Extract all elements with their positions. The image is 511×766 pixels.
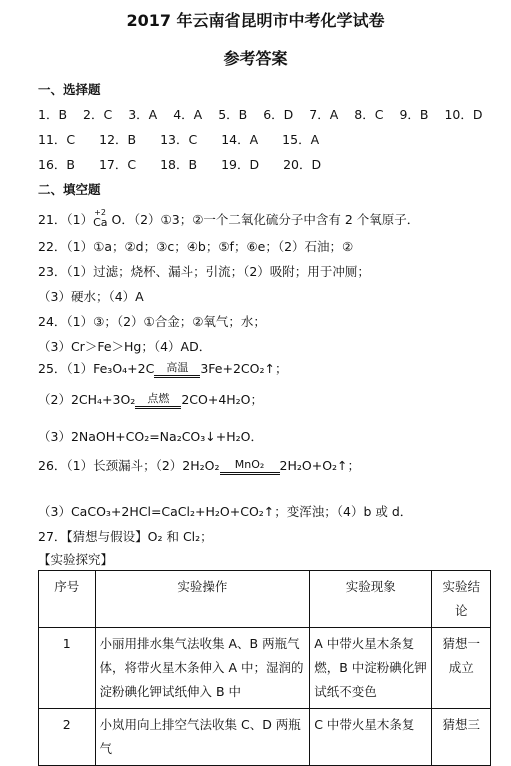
answer-25-3: （3）2NaOH+CO₂=Na₂CO₃↓+H₂O． bbox=[38, 429, 263, 444]
valence-notation bbox=[93, 208, 108, 229]
equation-rhs: 3Fe+2CO₂↑； bbox=[200, 361, 288, 376]
table-cell: 猜想一成立 bbox=[432, 628, 491, 709]
reaction-condition bbox=[154, 362, 200, 378]
condition-label: 点燃 bbox=[147, 391, 170, 405]
table-cell: C 中带火星木条复 bbox=[310, 709, 432, 766]
answer-25-2 bbox=[38, 390, 263, 409]
answer-23: 23．（1）过滤；烧杯、漏斗；引流；（2）吸附；用于冲厕； bbox=[38, 264, 370, 279]
answer-27: 27．【猜想与假设】O₂ 和 Cl₂； bbox=[38, 529, 213, 544]
answer-22: 22．（1）①a；②d；③c；④b；⑤f；⑥e；（2）石油；② bbox=[38, 239, 354, 254]
answer-21 bbox=[38, 210, 419, 228]
header-cell: 实验结论 bbox=[432, 571, 491, 628]
equation-lhs: 26．（1）长颈漏斗；（2）2H₂O₂ bbox=[38, 458, 220, 473]
reaction-condition bbox=[220, 459, 280, 475]
answer: 12．B bbox=[99, 132, 137, 147]
answer: 6．D bbox=[263, 107, 294, 122]
answer-24-cont: （3）Cr＞Fe＞Hg；（4）AD． bbox=[38, 339, 212, 354]
header-cell: 实验操作 bbox=[95, 571, 310, 628]
answer: 9．B bbox=[399, 107, 429, 122]
table-header-row bbox=[39, 571, 491, 628]
table-cell: 1 bbox=[39, 628, 96, 709]
table-cell: 猜想三 bbox=[432, 709, 491, 766]
answer: 14．A bbox=[221, 132, 259, 147]
condition-label: 高温 bbox=[166, 360, 189, 374]
condition-label: MnO₂ bbox=[234, 457, 265, 471]
answer-24: 24．（1）③；（2）①合金；②氧气；水； bbox=[38, 314, 266, 329]
table-cell: 小丽用排水集气法收集 A、B 两瓶气体，将带火星木条伸入 A 中；湿润的淀粉碘化钾试纸伸入 B 中 bbox=[95, 628, 310, 709]
answer: 5．B bbox=[218, 107, 248, 122]
answer: 20．D bbox=[283, 157, 322, 172]
answer-26 bbox=[38, 456, 360, 475]
answer-text: 21．（1） bbox=[38, 212, 94, 227]
answer: 16．B bbox=[38, 157, 75, 172]
explore-heading: 【实验探究】 bbox=[38, 552, 114, 567]
section-heading: 二、填空题 bbox=[38, 182, 101, 197]
answer: 4．A bbox=[173, 107, 203, 122]
answer-25-1 bbox=[38, 359, 287, 378]
table-row bbox=[39, 628, 491, 709]
experiment-table bbox=[38, 570, 491, 766]
valence-value: +2 bbox=[94, 208, 106, 217]
table-row bbox=[39, 709, 491, 766]
answer-26-cont: （3）CaCO₃+2HCl=CaCl₂+H₂O+CO₂↑；变浑浊；（4）b 或 d． bbox=[38, 504, 413, 519]
table-cell: 2 bbox=[39, 709, 96, 766]
mc-row bbox=[38, 105, 495, 123]
answer: 17．C bbox=[98, 157, 137, 172]
element-symbol: Ca bbox=[93, 216, 108, 229]
header-cell: 实验现象 bbox=[310, 571, 432, 628]
answer: 8．C bbox=[354, 107, 384, 122]
section-heading: 一、选择题 bbox=[38, 82, 101, 97]
answer: 1．B bbox=[38, 107, 68, 122]
equation-lhs: 25．（1）Fe₃O₄+2C bbox=[38, 361, 155, 376]
equation-rhs: 2H₂O+O₂↑； bbox=[279, 458, 361, 473]
equation-rhs: 2CO+4H₂O； bbox=[181, 392, 264, 407]
reaction-condition bbox=[135, 393, 181, 409]
answer-23-cont: （3）硬水；（4）A bbox=[38, 289, 144, 304]
answer-text: O．（2）①3；②一个二氧化硫分子中含有 2 个氧原子． bbox=[107, 212, 420, 227]
answer: 7．A bbox=[309, 107, 339, 122]
answer: 10．D bbox=[444, 107, 483, 122]
answer: 15．A bbox=[282, 132, 320, 147]
answer: 18．B bbox=[160, 157, 198, 172]
answer: 11．C bbox=[38, 132, 76, 147]
mc-row bbox=[38, 130, 339, 148]
answer: 3．A bbox=[128, 107, 158, 122]
page-title: 2017 年云南省昆明市中考化学试卷 bbox=[126, 11, 385, 30]
mc-row bbox=[38, 155, 341, 173]
header-cell: 序号 bbox=[39, 571, 96, 628]
page-subtitle: 参考答案 bbox=[223, 49, 288, 68]
answer: 2．C bbox=[83, 107, 113, 122]
answer: 19．D bbox=[221, 157, 260, 172]
equation-lhs: （2）2CH₄+3O₂ bbox=[38, 392, 136, 407]
table-cell: 小岚用向上排空气法收集 C、D 两瓶气 bbox=[95, 709, 310, 766]
table-cell: A 中带火星木条复燃，B 中淀粉碘化钾试纸不变色 bbox=[310, 628, 432, 709]
answer: 13．C bbox=[160, 132, 198, 147]
